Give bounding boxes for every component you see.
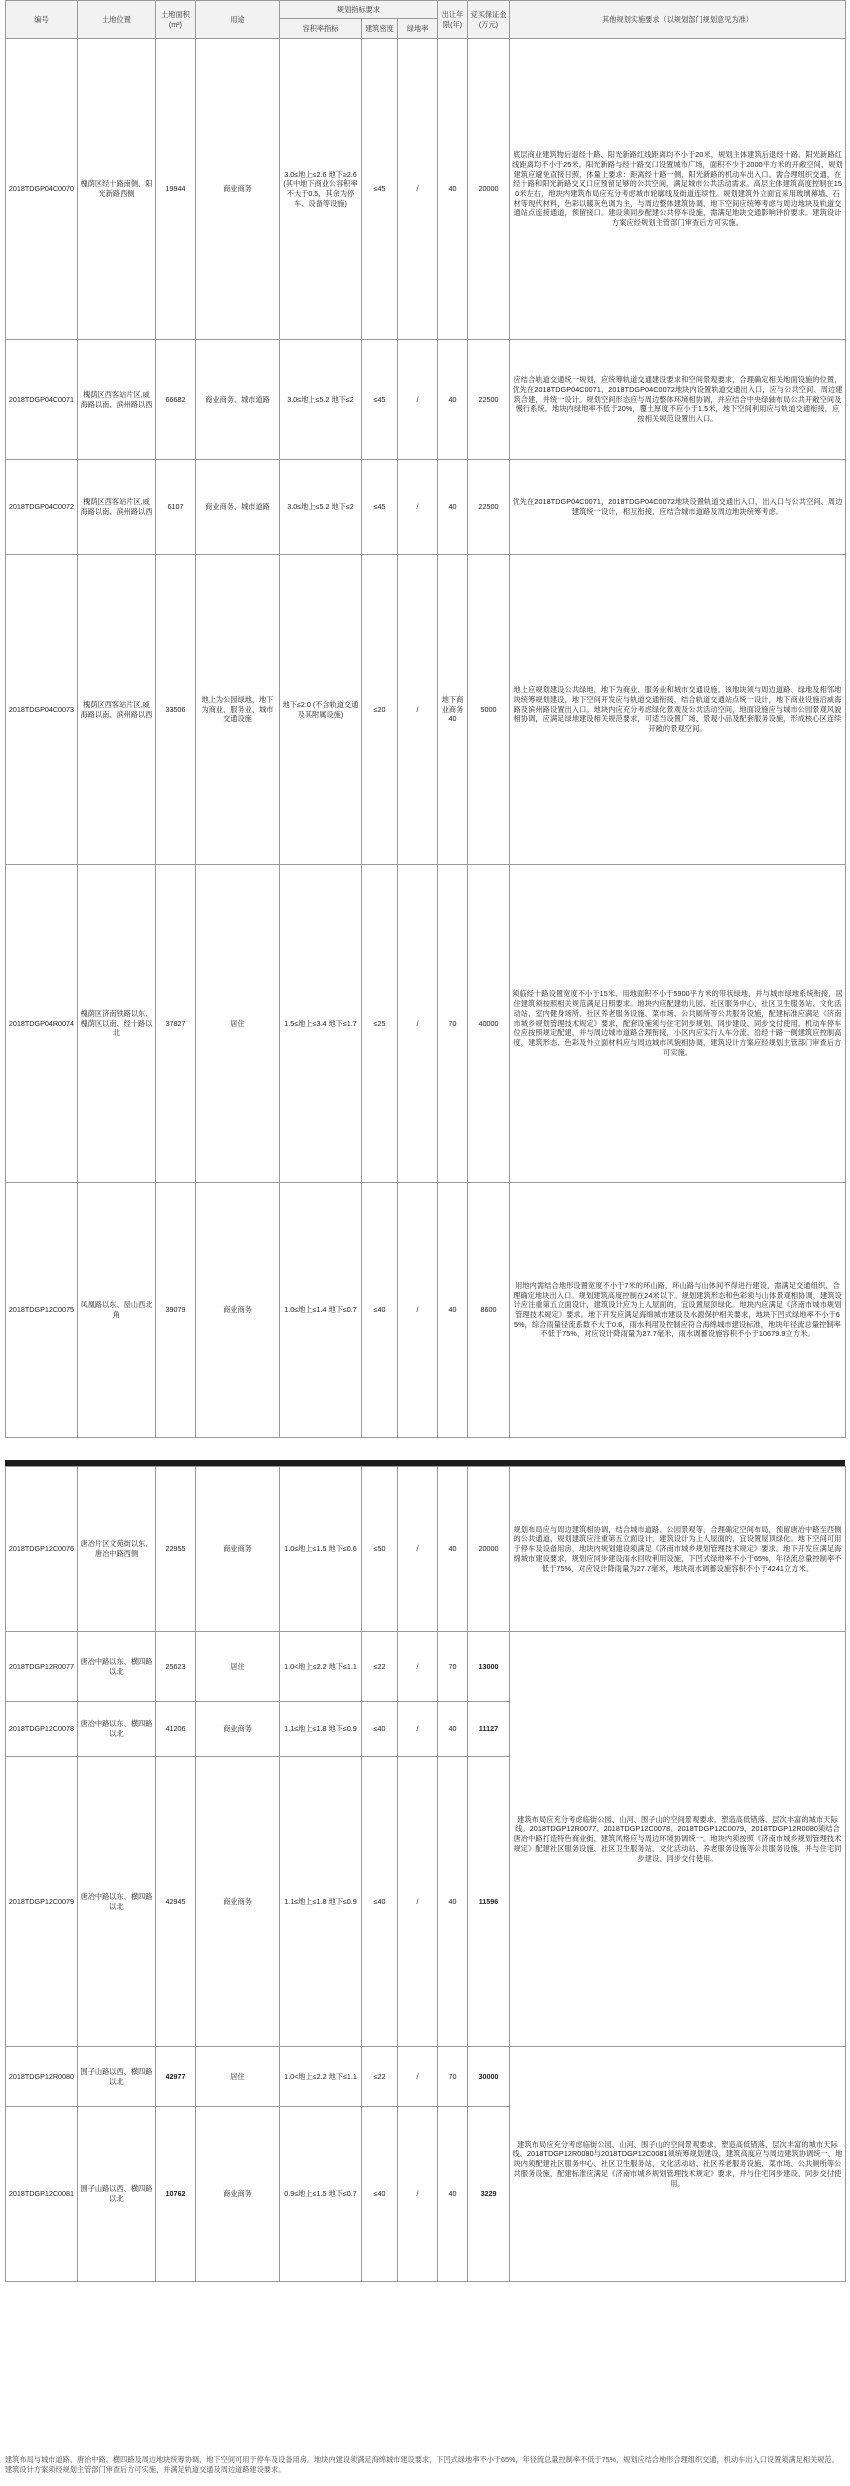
cell-id: 2018TDGP04C0070 [6,39,78,340]
cell-deposit: 22500 [468,460,510,555]
cell-far: 1.0<地上≤2.2 地下≤1.1 [280,2047,362,2107]
cell-density: ≤22 [362,1632,398,1702]
table-row [6,555,846,865]
cell-location: 槐荫区经十路南侧、阳光新路西侧 [78,39,156,340]
cell-years: 40 [438,460,468,555]
cell-area: 39079 [156,1183,196,1438]
cell-remark: 须临经十路设置宽度不小于15米、用地面积不小于5900平方米的带状绿地，并与城市绿地系统衔接，居住建筑须按照相关规范满足日照要求。地块内应配建幼儿园、社区服务中心、社区卫生服务站、文化活动站、室内健身场所、社区养老服务设施、菜市场、公共厕所等公共服务设施，配建标准应满足《济南市城乡规划管理技术规定》要求，配套设施须与住宅同步规划、同步建设、同步交付使用。机动车停车位应按照规定配建，并与周边城市道路合理衔接，小区内应实行人车分流，沿经十路一侧建筑应控制高度，建筑形态、色彩及外立面材料应与周边城市风貌相协调，建筑设计方案应经规划主管部门审查后方可实施。 [510,865,846,1183]
cell-green: / [398,2107,438,2282]
header-id: 编号 [6,1,78,39]
cell-green: / [398,1183,438,1438]
cell-use: 商业商务 [196,39,280,340]
cell-area: 33506 [156,555,196,865]
cell-location: 围子山路以西、横四路以北 [78,2107,156,2282]
cell-location: 唐冶中路以东、横四路以北 [78,1632,156,1702]
cell-far: 1.0≤地上≤1.4 地下≤0.7 [280,1183,362,1438]
cell-use: 居住 [196,865,280,1183]
cell-area: 41206 [156,1702,196,1757]
cell-deposit: 3229 [468,2107,510,2282]
header-planning: 规划指标要求 [280,1,438,19]
cell-far: 1.5≤地上≤3.4 地下≤1.7 [280,865,362,1183]
cell-remark: 用地内需结合地形设置宽度不小于7米的环山路，环山路与山体间不得进行建设，需满足交通组织、合理确定地块出入口。规划建筑高度控制在24米以下。规划建筑形态和色彩须与山体景观相协调，建筑设计应注重第五立面设计，建筑设计应为上人屋面的，宜设置屋顶绿化。地块内应满足《济南市城市规划管理技术规定》要求。地下开发应满足海绵城市建设及水源保护相关要求，地块下凹式绿地率不小于65%，综合雨量径流系数不大于0.6，雨水利用及控制应符合海绵城市建设标准，地块年径流总量控制率不低于75%，对应设计降雨量为27.7毫米，雨水调蓄设施容积不小于10679.9立方米。 [510,1183,846,1438]
cell-id: 2018TDGP12R0077 [6,1632,78,1702]
cell-id: 2018TDGP12C0076 [6,1467,78,1632]
cell-location: 围子山路以西、横四路以北 [78,2047,156,2107]
cell-density: ≤20 [362,555,398,865]
cell-green: / [398,1632,438,1702]
cell-density: ≤22 [362,2047,398,2107]
cell-use: 商业商务、城市道路 [196,460,280,555]
header-area: 土地面积(m²) [156,1,196,39]
cell-deposit: 13000 [468,1632,510,1702]
land-table-part-2 [5,1466,846,2282]
header-green: 绿地率 [398,19,438,39]
cell-id: 2018TDGP04C0072 [6,460,78,555]
cell-green: / [398,1757,438,2047]
cell-far: 1.0<地上≤2.2 地下≤1.1 [280,1632,362,1702]
cell-deposit: 22500 [468,340,510,460]
table-row [6,340,846,460]
cell-years: 70 [438,2047,468,2107]
cell-density: ≤25 [362,865,398,1183]
cell-remark-shared: 建筑布局应充分考虑临街公园、山河、围子山的空间景观要求，塑造高低错落、层次丰富的城市天际线。2018TDGP12R0077、2018TDGP12C0078、2018TDGP12C0079、2018TDGP12R0080须结合唐冶中路打造特色商业街，建筑风格应与周边环境协调统一。地块内须按照《济南市城乡规划管理技术规定》配建社区服务设施、社区卫生服务站、文化活动站、养老服务设施等公共服务设施，并与住宅同步建设、同步交付使用。 [510,1632,846,2047]
cell-use: 商业商务 [196,1757,280,2047]
cell-far: 3.0≤地上≤5.2 地下≤2 [280,460,362,555]
cell-id: 2018TDGP04R0074 [6,865,78,1183]
table-row [6,2047,846,2107]
cell-id: 2018TDGP12C0078 [6,1702,78,1757]
cell-location: 唐冶中路以东、横四路以北 [78,1702,156,1757]
shared-remark-note: 建筑布局与城市道路、唐冶中路、横四路及周边地块统筹协调，地下空间可用于停车及设备用房。地块内建设须满足海绵城市建设要求，下凹式绿地率不小于65%，年径流总量控制率不低于75%，规划应结合地形合理组织交通，机动车出入口设置须满足相关规范。建筑设计方案须经规划主管部门审查后方可实施，并满足轨道交通及周边道路建设要求。 [5,2455,839,2475]
cell-remark: 地上应规划建设公共绿地，地下为商业、服务业和城市交通设施。该地块须与周边道路、绿地及相邻地块统筹规划建设，地下空间开发应与轨道交通衔接，结合轨道交通站点统一设计，地下商业设施沿威海路及滨州路设置出入口。地块内应充分考虑绿化景观及公共活动空间，地面设施应与城市公园景观风貌相协调，应满足绿地建设相关规范要求，可适当设置广场、景观小品及配套服务设施，形成核心区连续开敞的景观空间。 [510,555,846,865]
header-years: 出让年限(年) [438,1,468,39]
cell-deposit: 20000 [468,39,510,340]
cell-deposit: 8600 [468,1183,510,1438]
cell-deposit: 11596 [468,1757,510,2047]
cell-density: ≤40 [362,1757,398,2047]
table-row [6,1183,846,1438]
cell-area: 25623 [156,1632,196,1702]
cell-location: 唐冶中路以东、横四路以北 [78,1757,156,2047]
cell-use: 商业商务 [196,2107,280,2282]
cell-years: 地下商业商务40 [438,555,468,865]
cell-id: 2018TDGP12C0075 [6,1183,78,1438]
cell-area: 42945 [156,1757,196,2047]
cell-far: 0.9≤地上≤1.5 地下≤0.7 [280,2107,362,2282]
cell-deposit: 20000 [468,1467,510,1632]
header-location: 土地位置 [78,1,156,39]
cell-area: 42977 [156,2047,196,2107]
cell-years: 40 [438,1757,468,2047]
cell-density: ≤40 [362,2107,398,2282]
cell-green: / [398,1702,438,1757]
header-density: 建筑密度 [362,19,398,39]
cell-far: 1.1≤地上≤1.8 地下≤0.9 [280,1757,362,2047]
cell-remark: 应结合轨道交通统一规划，应统筹轨道交通建设要求和空间景观要求，合理确定相关地面设施的位置，优先在2018TDGP04C0071、2018TDGP04C0072地块内设置轨道交通出入口，应与公共空间、周边建筑合建，并统一设计。规划空间形态应与周边整体环境相协调，并应结合中央绿轴布局公共开敞空间及慢行系统。地块内绿地率不低于20%，覆土厚度不应小于1.5米，地下空间利用应与轨道交通衔接，应按相关规范设置出入口。 [510,340,846,460]
cell-years: 70 [438,865,468,1183]
cell-location: 凤凰路以东、屋山西北角 [78,1183,156,1438]
cell-use: 商业商务 [196,1467,280,1632]
cell-green: / [398,1467,438,1632]
cell-use: 商业商务 [196,1183,280,1438]
cell-density: ≤45 [362,39,398,340]
cell-years: 40 [438,1467,468,1632]
cell-area: 66682 [156,340,196,460]
cell-id: 2018TDGP12C0079 [6,1757,78,2047]
cell-green: / [398,39,438,340]
cell-use: 居住 [196,2047,280,2107]
cell-years: 40 [438,1183,468,1438]
header-use: 用途 [196,1,280,39]
header-remark: 其他规划实施要求（以规划部门规划意见为准） [510,1,846,39]
cell-area: 37827 [156,865,196,1183]
cell-green: / [398,555,438,865]
cell-density: ≤40 [362,1702,398,1757]
cell-deposit: 11127 [468,1702,510,1757]
table-row [6,460,846,555]
header-far: 容积率指标 [280,19,362,39]
table-row [6,1467,846,1632]
cell-density: ≤50 [362,1467,398,1632]
cell-deposit: 30000 [468,2047,510,2107]
cell-id: 2018TDGP12C0081 [6,2107,78,2282]
cell-density: ≤45 [362,460,398,555]
cell-green: / [398,340,438,460]
table-row [6,865,846,1183]
cell-area: 19944 [156,39,196,340]
cell-far: 3.0≤地上≤5.2 地下≤2 [280,340,362,460]
cell-far: 3.0≤地上≤2.6 地下≥2.6 (其中地下商业公容积率不大于0.5，其余为停车、设备等设施) [280,39,362,340]
cell-remark-shared: 建筑布局应充分考虑临街公园、山河、围子山的空间景观要求，塑造高低错落、层次丰富的城市天际线。2018TDGP12R0080与2018TDGP12C0081须统筹规划建设，建筑高度应与周边建筑协调统一，地块内须配建社区服务中心、社区卫生服务站、文化活动站、社区养老服务设施、菜市场、公共厕所等公共服务设施，配建标准应满足《济南市城乡规划管理技术规定》要求，并与住宅同步建设、同步交付使用。 [510,2047,846,2282]
table-row [6,39,846,340]
cell-area: 10762 [156,2107,196,2282]
cell-use: 商业商务 [196,1702,280,1757]
cell-id: 2018TDGP04C0071 [6,340,78,460]
cell-years: 70 [438,1632,468,1702]
cell-use: 居住 [196,1632,280,1702]
cell-green: / [398,460,438,555]
land-table-part-1 [5,0,846,1438]
cell-location: 槐荫区济南铁路以东、槐荫区以南、经十路以北 [78,865,156,1183]
cell-green: / [398,865,438,1183]
cell-remark: 底层商业建筑物后退经十路、阳光新路红线距离均不小于20米，规划主体建筑后退经十路、阳光新路红线距离均不小于25米。阳光新路与经十路交口设置城市广场，面积不少于2000平方米的开敞空间，规划建筑应避免直接日照，体量上要求：距离经十路一侧、阳光新路的机动车出入口。需合理组织交通，在经十路和阳光新路交叉口应预留足够的公共空间，满足城市公共活动需求。高层主体建筑高度控制在150米左右，地块内建筑布局应充分考虑城市轮廓线及街道连续性。规划建筑外立面宜采用玻璃幕墙、石材等现代材料，色彩以暖灰色调为主，与周边整体建筑协调，地下空间应统筹考虑与周边地块及轨道交通站点连接通道，预留接口。建设须同步配建公共停车设施，需满足地块交通影响评价要求。建筑设计方案应经规划主管部门审查后方可实施。 [510,39,846,340]
page-gap [0,1438,850,1460]
cell-years: 40 [438,2107,468,2282]
cell-density: ≤40 [362,1183,398,1438]
cell-location: 槐荫区西客站片区,威海路以南、滨州路以西 [78,340,156,460]
cell-remark: 规划布局应与周边建筑相协调，结合城市道路、公园景观等，合理确定空间布局，预留唐冶中路至西侧的公共通道，规划建筑应注重第五立面设计，建筑设计为上人屋面的，宜设置屋顶绿化。地下空间可用于停车及设备用房，地块内规划建设须满足《济南市城乡规划管理技术规定》要求。地下开发应满足海绵城市建设要求，规划应同步建设雨水回收利用设施，下凹式绿地率不小于65%，年径流总量控制率不低于75%，对应设计降雨量为27.7毫米，地块雨水调蓄设施容积不小于4241立方米。 [510,1467,846,1632]
cell-area: 22955 [156,1467,196,1632]
cell-far: 1.1≤地上≤1.8 地下≤0.9 [280,1702,362,1757]
cell-remark: 优先在2018TDGP04C0071、2018TDGP04C0072地块设置轨道交通出入口，出入口与公共空间、周边建筑统一设计，相互衔接，应结合城市道路及周边地块统筹考虑。 [510,460,846,555]
cell-location: 槐荫区西客站片区,威海路以南、滨州路以西 [78,555,156,865]
cell-deposit: 40000 [468,865,510,1183]
cell-location: 槐荫区西客站片区,威海路以南、滨州路以西 [78,460,156,555]
cell-years: 40 [438,340,468,460]
cell-id: 2018TDGP12R0080 [6,2047,78,2107]
cell-far: 1.0≤地上≤1.5 地下≤0.6 [280,1467,362,1632]
cell-use: 商业商务、城市道路 [196,340,280,460]
cell-location: 唐冶片区文苑街以东、唐冶中路西侧 [78,1467,156,1632]
cell-years: 40 [438,39,468,340]
cell-years: 40 [438,1702,468,1757]
cell-use: 地上为公园绿地，地下为商业、服务业、城市交通设施 [196,555,280,865]
cell-far: 地下≤2.0 (不含轨道交通及其附属设施) [280,555,362,865]
cell-id: 2018TDGP04C0073 [6,555,78,865]
cell-area: 6107 [156,460,196,555]
table-row [6,1632,846,1702]
cell-green: / [398,2047,438,2107]
cell-density: ≤45 [362,340,398,460]
cell-deposit: 5000 [468,555,510,865]
header-deposit: 竞买保证金(万元) [468,1,510,39]
